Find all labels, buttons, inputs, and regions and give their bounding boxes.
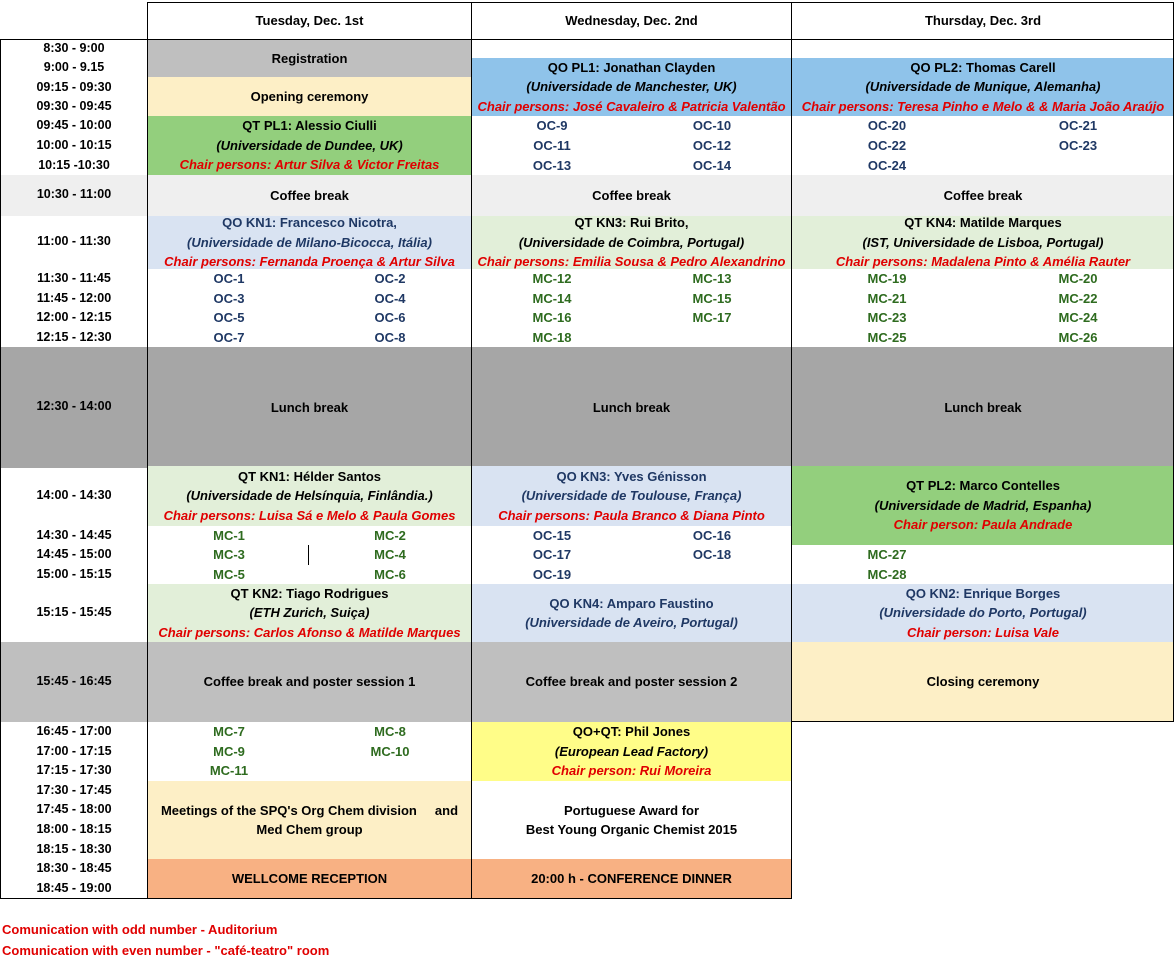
poster-label: Coffee break and poster session 1 <box>203 674 416 690</box>
time-slot: 14:30 - 14:45 <box>36 528 112 542</box>
talk-code: OC-15 <box>532 528 572 543</box>
session-title: QT KN2: Tiago Rodrigues <box>230 585 389 601</box>
talk-code: MC-15 <box>692 291 732 306</box>
time-slot: 09:15 - 09:30 <box>36 80 112 94</box>
session-affiliation: (Universidade de Madrid, Espanha) <box>874 497 1092 513</box>
time-slot: 16:45 - 17:00 <box>36 724 112 738</box>
time-slot: 18:45 - 19:00 <box>36 881 112 895</box>
time-slot: 11:45 - 12:00 <box>36 291 112 305</box>
time-slot: 17:15 - 17:30 <box>36 763 112 777</box>
session-title: QO KN4: Amparo Faustino <box>549 595 714 611</box>
talk-code: MC-2 <box>374 528 406 543</box>
header-wednesday: Wednesday, Dec. 2nd <box>565 13 698 28</box>
session-chair: Chair persons: Madalena Pinto & Amélia Rauter <box>835 254 1131 270</box>
wed-kn3b-block <box>471 466 792 526</box>
time-slot: 9:00 - 9.15 <box>43 60 105 74</box>
session-title: QO KN3: Yves Génisson <box>556 468 707 484</box>
talk-code: OC-21 <box>1058 118 1098 133</box>
thu-kn4-block <box>792 216 1174 269</box>
coffee-label: Coffee break <box>943 187 1023 203</box>
meetings-label: Meetings of the SPQ's Org Chem division and Med Chem group <box>160 802 462 837</box>
poster-label: Coffee break and poster session 2 <box>525 674 738 690</box>
reception-label: WELLCOME RECEPTION <box>231 870 388 886</box>
talk-code: OC-10 <box>692 118 732 133</box>
time-slot: 15:15 - 15:45 <box>36 605 112 619</box>
time-slot: 17:30 - 17:45 <box>36 783 112 797</box>
talk-code: MC-26 <box>1058 330 1098 345</box>
time-slot: 17:45 - 18:00 <box>36 802 112 816</box>
session-affiliation: (ETH Zurich, Suiça) <box>249 605 370 621</box>
talk-code: OC-1 <box>213 271 245 286</box>
reception-block <box>148 859 471 898</box>
grid-line <box>0 40 1 898</box>
session-affiliation: (Universidade do Porto, Portugal) <box>879 605 1087 621</box>
time-slot: 18:30 - 18:45 <box>36 861 112 875</box>
session-title: QO+QT: Phil Jones <box>572 724 691 740</box>
note-even: Comunication with even number - "café-teatro" room <box>2 943 330 958</box>
talk-code: MC-7 <box>213 724 245 739</box>
talk-code: MC-12 <box>532 271 572 286</box>
thu-pl2b-block <box>792 466 1174 545</box>
talk-code: MC-23 <box>867 310 907 325</box>
talk-code: MC-6 <box>374 567 406 582</box>
registration-block <box>148 40 471 77</box>
grid-line <box>147 2 1174 3</box>
session-chair: Chair person: Rui Moreira <box>551 763 712 779</box>
talk-code: OC-6 <box>374 310 406 325</box>
thu-kn2-block <box>792 584 1174 642</box>
time-slot: 18:00 - 18:15 <box>36 822 112 836</box>
talk-code: OC-9 <box>536 118 568 133</box>
session-chair: Chair persons: Carlos Afonso & Matilde Marques <box>158 624 461 640</box>
session-affiliation: (Universidade de Manchester, UK) <box>526 79 737 95</box>
talk-code: OC-12 <box>692 138 732 153</box>
session-chair: Chair persons: Paula Branco & Diana Pinto <box>498 507 765 523</box>
talk-code: MC-1 <box>213 528 245 543</box>
talk-code: OC-13 <box>532 158 572 173</box>
time-slot: 12:30 - 14:00 <box>36 399 112 413</box>
wed-qoqt-block <box>471 722 792 781</box>
session-title: QO PL1: Jonathan Clayden <box>547 59 716 75</box>
session-title: QT PL2: Marco Contelles <box>906 478 1060 494</box>
talk-code: MC-4 <box>374 547 406 562</box>
time-slot: 09:45 - 10:00 <box>36 118 112 132</box>
talk-code: MC-28 <box>867 567 907 582</box>
award-line: Portuguese Award for <box>563 802 700 818</box>
talk-code: OC-4 <box>374 291 406 306</box>
grid-line <box>0 39 1174 40</box>
talk-code: MC-20 <box>1058 271 1098 286</box>
closing-label: Closing ceremony <box>926 674 1040 690</box>
tue-kn1-block <box>148 216 471 269</box>
poster-session-block <box>148 642 471 722</box>
talk-code: MC-27 <box>867 547 907 562</box>
session-chair: Chair person: Luisa Vale <box>907 624 1059 640</box>
poster-session-block <box>471 642 792 722</box>
session-affiliation: (Universidade de Coimbra, Portugal) <box>518 234 745 250</box>
time-slot: 8:30 - 9:00 <box>43 41 105 55</box>
time-slot: 17:00 - 17:15 <box>36 744 112 758</box>
talk-code: MC-21 <box>867 291 907 306</box>
registration-label: Registration <box>271 50 348 66</box>
dinner-block <box>471 859 792 898</box>
header-thursday: Thursday, Dec. 3rd <box>924 13 1042 28</box>
talk-code: MC-16 <box>532 310 572 325</box>
time-slot: 10:00 - 10:15 <box>36 138 112 152</box>
talk-code: MC-19 <box>867 271 907 286</box>
talk-code: MC-22 <box>1058 291 1098 306</box>
thu-pl2-block <box>792 58 1174 116</box>
time-slot: 12:00 - 12:15 <box>36 310 112 324</box>
session-chair: Chair persons: Teresa Pinho e Melo & & Maria João Araújo <box>801 98 1165 114</box>
coffee-break-block <box>471 175 792 216</box>
talk-code: OC-7 <box>213 330 245 345</box>
award-block <box>471 781 792 859</box>
session-title: QO KN2: Enrique Borges <box>905 585 1061 601</box>
wed-kn3-block <box>471 216 792 269</box>
grid-line <box>791 2 792 899</box>
cursor-mark <box>308 545 309 565</box>
time-slot: 15:45 - 16:45 <box>36 674 112 688</box>
session-chair: Chair persons: Luisa Sá e Melo & Paula Gomes <box>163 507 456 523</box>
wed-kn4-block <box>471 584 792 642</box>
opening-ceremony-block <box>148 77 471 116</box>
time-slot: 15:00 - 15:15 <box>36 567 112 581</box>
session-chair: Chair persons: José Cavaleiro & Patricia Valentão <box>477 98 786 114</box>
talk-code: OC-5 <box>213 310 245 325</box>
session-title: QO PL2: Thomas Carell <box>910 59 1056 75</box>
session-affiliation: (European Lead Factory) <box>554 743 709 759</box>
coffee-break-block <box>792 175 1174 216</box>
tue-qtkn2-block <box>148 584 471 642</box>
talk-code: OC-24 <box>867 158 907 173</box>
talk-code: OC-3 <box>213 291 245 306</box>
talk-code: OC-22 <box>867 138 907 153</box>
lunch-label: Lunch break <box>592 399 671 415</box>
time-slot: 14:45 - 15:00 <box>36 547 112 561</box>
session-affiliation: (Universidade de Munique, Alemanha) <box>865 79 1101 95</box>
award-line: Best Young Organic Chemist 2015 <box>525 822 738 837</box>
lunch-label: Lunch break <box>944 399 1022 415</box>
session-chair: Chair persons: Artur Silva & Victor Freitas <box>179 157 440 173</box>
session-title: QT KN3: Rui Brito, <box>574 215 689 231</box>
time-slot: 11:00 - 11:30 <box>37 234 111 248</box>
talk-code: MC-25 <box>867 330 907 345</box>
grid-line <box>147 2 148 899</box>
lunch-label: Lunch break <box>270 399 349 415</box>
session-title: QO KN1: Francesco Nicotra, <box>222 215 397 231</box>
grid-line <box>791 721 1174 722</box>
talk-code: OC-19 <box>532 567 572 582</box>
talk-code: OC-17 <box>532 547 572 562</box>
time-slot: 10:30 - 11:00 <box>36 187 112 201</box>
session-chair: Chair person: Paula Andrade <box>893 517 1073 533</box>
closing-ceremony-block <box>792 642 1174 722</box>
talk-code: OC-20 <box>867 118 907 133</box>
talk-code: OC-18 <box>692 547 732 562</box>
time-slot: 18:15 - 18:30 <box>36 842 112 856</box>
session-affiliation: (Universidade de Aveiro, Portugal) <box>525 615 738 630</box>
talk-code: OC-8 <box>374 330 406 345</box>
talk-code: MC-3 <box>213 547 245 562</box>
header-tuesday: Tuesday, Dec. 1st <box>255 13 364 28</box>
time-slot: 09:30 - 09:45 <box>36 99 112 113</box>
talk-code: MC-13 <box>692 271 732 286</box>
talk-code: MC-10 <box>370 744 410 759</box>
lunch-block <box>792 347 1174 468</box>
talk-code: MC-17 <box>692 310 732 325</box>
talk-code: MC-18 <box>532 330 572 345</box>
coffee-label: Coffee break <box>592 187 671 203</box>
dinner-label: 20:00 h - CONFERENCE DINNER <box>531 870 732 886</box>
tue-pl1-block <box>148 116 471 175</box>
talk-code: MC-9 <box>213 744 245 759</box>
session-affiliation: (Universidade de Helsínquia, Finlândia.) <box>186 488 433 504</box>
grid-line <box>471 2 472 899</box>
time-slot: 11:30 - 11:45 <box>37 271 111 285</box>
session-title: QT KN4: Matilde Marques <box>904 215 1062 231</box>
tue-qtkn1-block <box>148 466 471 526</box>
opening-label: Opening ceremony <box>250 88 369 104</box>
session-affiliation: (Universidade de Dundee, UK) <box>216 137 403 153</box>
talk-code: MC-5 <box>213 567 245 582</box>
note-odd: Comunication with odd number - Auditorium <box>2 922 278 937</box>
coffee-label: Coffee break <box>270 187 349 203</box>
time-slot: 14:00 - 14:30 <box>36 488 112 502</box>
session-affiliation: (Universidade de Milano-Bicocca, Itália) <box>187 234 432 250</box>
talk-code: OC-23 <box>1058 138 1098 153</box>
grid-line <box>1173 2 1174 722</box>
meetings-block <box>148 781 471 859</box>
time-slot: 12:15 - 12:30 <box>36 330 112 344</box>
wed-pl1-block <box>471 58 792 116</box>
talk-code: OC-16 <box>692 528 732 543</box>
talk-code: OC-14 <box>692 158 732 173</box>
talk-code: MC-14 <box>532 291 572 306</box>
talk-code: MC-8 <box>374 724 406 739</box>
grid-line <box>0 898 792 899</box>
talk-code: OC-11 <box>533 138 571 153</box>
session-chair: Chair persons: Fernanda Proença & Artur Silva <box>164 254 455 270</box>
lunch-block <box>148 347 471 468</box>
session-title: QT KN1: Hélder Santos <box>237 468 382 484</box>
lunch-block <box>471 347 792 468</box>
coffee-break-block <box>148 175 471 216</box>
session-title: QT PL1: Alessio Ciulli <box>242 118 377 134</box>
talk-code: MC-24 <box>1058 310 1098 325</box>
session-chair: Chair persons: Emilia Sousa & Pedro Alexandrino <box>477 254 786 270</box>
talk-code: MC-11 <box>209 763 249 778</box>
session-affiliation: (Universidade de Toulouse, França) <box>521 488 742 504</box>
session-affiliation: (IST, Universidade de Lisboa, Portugal) <box>862 234 1104 250</box>
talk-code: OC-2 <box>374 271 406 286</box>
time-slot: 10:15 -10:30 <box>38 158 110 172</box>
